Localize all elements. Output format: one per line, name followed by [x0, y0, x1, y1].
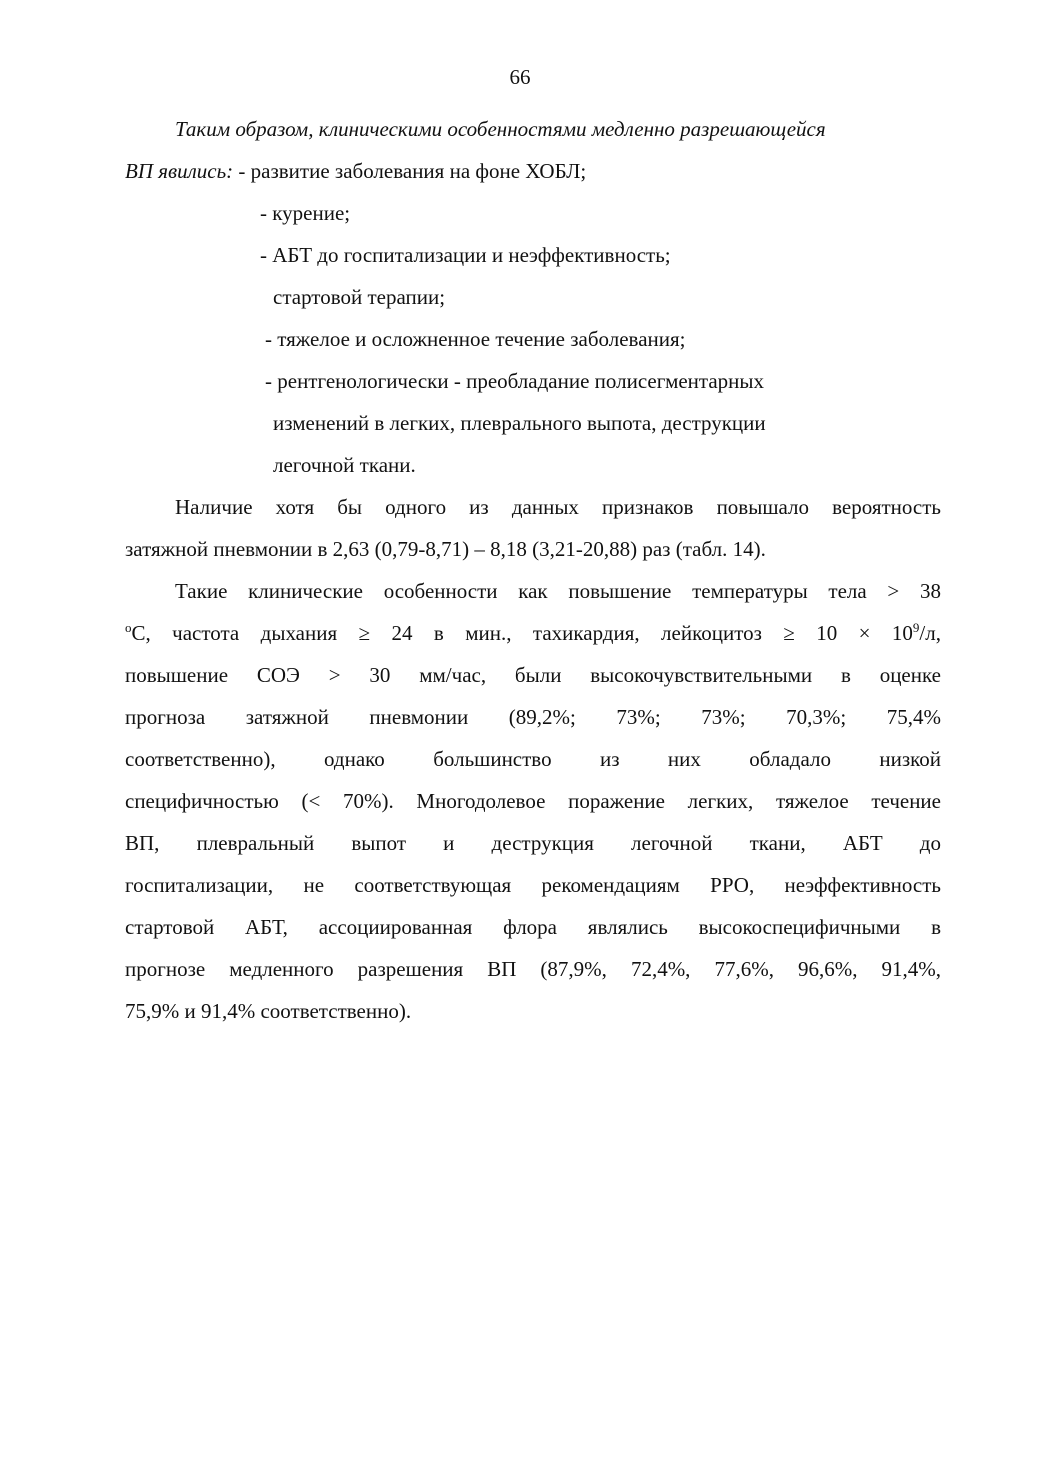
- summary-intro-line: Таким образом, клиническими особенностями медленно разрешающейся: [175, 117, 826, 141]
- summary-item: - тяжелое и осложненное течение заболевания;: [265, 327, 686, 351]
- paragraph-line: [125, 612, 941, 654]
- degree-superscript: o: [125, 620, 132, 635]
- paragraph-line: 75,9% и 91,4% соответственно).: [125, 999, 412, 1023]
- page-number: 66: [509, 65, 531, 89]
- paragraph-text: /л,: [919, 621, 941, 645]
- paragraph-line: затяжной пневмонии в 2,63 (0,79-8,71) – 8,18 (3,21-20,88) раз (табл. 14).: [125, 537, 766, 561]
- paragraph-line: прогнозе медленного разрешения ВП (87,9%, 72,4%, 77,6%, 96,6%, 91,4%,: [125, 957, 941, 981]
- paragraph-line: ВП, плевральный выпот и деструкция легочной ткани, АБТ до: [125, 831, 941, 855]
- summary-item: изменений в легких, плеврального выпота, деструкции: [273, 411, 766, 435]
- exponent-superscript: 9: [912, 620, 920, 635]
- paragraph-likelihood: [125, 486, 941, 570]
- paragraph-line: специфичностью (< 70%). Многодолевое поражение легких, тяжелое течение: [125, 789, 941, 813]
- summary-intro-lead: ВП явились:: [125, 159, 234, 183]
- paragraph-line: прогноза затяжной пневмонии (89,2%; 73%; 73%; 70,3%; 75,4%: [125, 705, 941, 729]
- paragraph-line: госпитализации, не соответствующая рекомендациям РРО, неэффективность: [125, 873, 941, 897]
- summary-first-item-line: [125, 150, 941, 192]
- summary-block: [125, 108, 941, 486]
- paragraph-line: Наличие хотя бы одного из данных признаков повышало вероятность: [175, 495, 941, 519]
- paragraph-line: соответственно), однако большинство из них обладало низкой: [125, 747, 941, 771]
- summary-item: стартовой терапии;: [273, 285, 446, 309]
- paragraph-line: повышение СОЭ > 30 мм/час, были высокочувствительными в оценке: [125, 663, 941, 687]
- summary-item: - развитие заболевания на фоне ХОБЛ;: [238, 159, 587, 183]
- paragraph-line: Такие клинические особенности как повышение температуры тела > 38: [175, 579, 941, 603]
- paragraph-text: С, частота дыхания ≥ 24 в мин., тахикардия, лейкоцитоз ≥ 10 × 10: [131, 621, 913, 645]
- summary-item: - АБТ до госпитализации и неэффективность;: [260, 243, 671, 267]
- document-body: [125, 108, 941, 1032]
- paragraph-line: стартовой АБТ, ассоциированная флора являлись высокоспецифичными в: [125, 915, 941, 939]
- summary-item: легочной ткани.: [273, 453, 416, 477]
- summary-item: - курение;: [260, 201, 351, 225]
- paragraph-clinical-features: [125, 570, 941, 1032]
- summary-item: - рентгенологически - преобладание полисегментарных: [265, 369, 765, 393]
